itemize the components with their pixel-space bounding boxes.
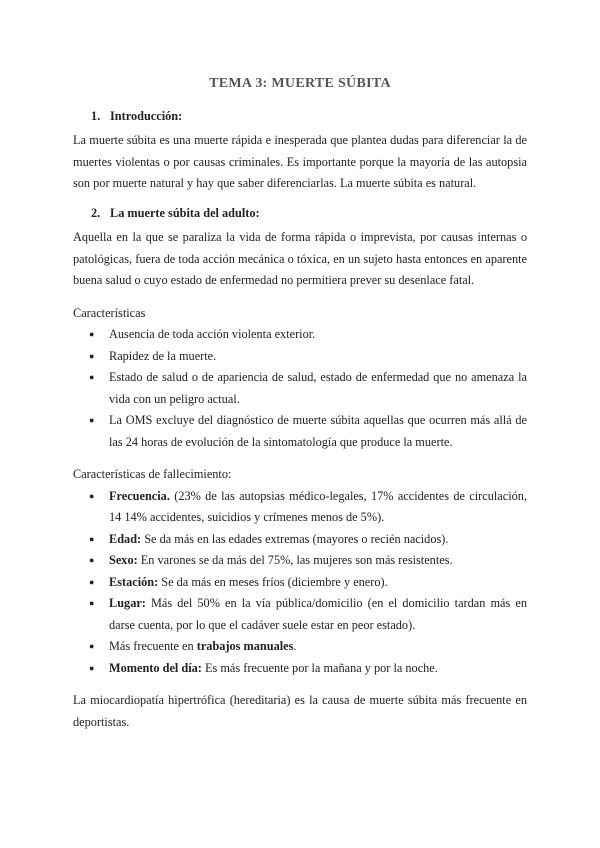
item-term: Lugar:: [109, 596, 146, 610]
list-item: ● Frecuencia. (23% de las autopsias médico-legales, 17% accidentes de circulación, 14 14% accidentes, suicidios y crímenes menos de 5%).: [73, 486, 527, 529]
bullet-icon: ●: [89, 641, 95, 651]
section-heading-introduccion: [73, 106, 527, 128]
bullet-icon: ●: [89, 350, 95, 361]
list-item: ● Estación: Se da más en meses fríos (diciembre y enero).: [73, 572, 527, 594]
list-item: ● Más frecuente en trabajos manuales.: [73, 636, 527, 658]
section-heading-muerte-subita-adulto: [73, 203, 527, 225]
item-term: Estación:: [109, 574, 159, 589]
bullet-icon: ●: [89, 372, 95, 382]
bullet-icon: ●: [89, 415, 95, 425]
section-number: 2.: [91, 205, 101, 220]
item-term: Sexo:: [109, 553, 138, 567]
list-item: ● Lugar: Más del 50% en la vía pública/domicilio (en el domicilio tardan más en darse cuenta, por lo que el cadáver suele estar en peor estado).: [73, 593, 527, 636]
fallecimiento-list: [73, 486, 527, 680]
bullet-icon: ●: [89, 598, 95, 608]
caracteristicas-label: Características: [73, 305, 146, 320]
item-term: Edad:: [109, 531, 142, 546]
list-item: ● Momento del día: Es más frecuente por la mañana y por la noche.: [73, 658, 527, 680]
fallecimiento-label: Características de fallecimiento:: [73, 467, 232, 481]
item-term: trabajos manuales: [196, 639, 294, 653]
definicion-paragraph: Aquella en la que se paraliza la vida de forma rápida o imprevista, por causas internas o patológicas, fuera de toda acción mecánica o tóxica, en un sujeto hasta entonces en aparente buena salud o cuyo estado de enfermedad no permitiera prever su desenlace fatal.: [73, 230, 527, 287]
list-item: ● Sexo: En varones se da más del 75%, las mujeres son más resistentes.: [73, 550, 527, 572]
bullet-icon: ●: [89, 329, 95, 339]
bullet-icon: ●: [89, 533, 95, 544]
bullet-icon: ●: [89, 662, 95, 673]
bullet-icon: ●: [89, 490, 95, 501]
list-item: ● La OMS excluye del diagnóstico de muerte súbita aquellas que ocurren más allá de las 24 horas de evolución de la sintomatología que produce la muerte.: [73, 410, 527, 453]
document-content: [73, 73, 527, 733]
section-heading-label: Introducción:: [110, 108, 183, 123]
page-title: TEMA 3: MUERTE SÚBITA: [209, 76, 391, 91]
item-term: Momento del día:: [109, 660, 202, 675]
section-number: 1.: [91, 108, 101, 123]
bullet-icon: ●: [89, 576, 95, 587]
caracteristicas-list: [73, 324, 527, 453]
item-term: Frecuencia.: [109, 488, 170, 503]
list-item: ● Edad: Se da más en las edades extremas (mayores o recién nacidos).: [73, 529, 527, 551]
list-item: ● Rapidez de la muerte.: [73, 346, 527, 368]
section-heading-label: La muerte súbita del adulto:: [110, 205, 260, 220]
list-item: ● Estado de salud o de apariencia de salud, estado de enfermedad que no amenaza la vida con un peligro actual.: [73, 367, 527, 410]
conclusion-paragraph: La miocardiopatía hipertrófica (hereditaria) es la causa de muerte súbita más frecuente en deportistas.: [73, 693, 527, 729]
list-item: ● Ausencia de toda acción violenta exterior.: [73, 324, 527, 346]
bullet-icon: ●: [89, 555, 95, 565]
introduccion-paragraph: La muerte súbita es una muerte rápida e inesperada que plantea dudas para diferenciar la de muertes violentas o por causas criminales. Es importante porque la mayoría de las autopsia son por muerte natural y hay que saber diferenciarlas. La muerte súbita es natural.: [73, 133, 527, 190]
